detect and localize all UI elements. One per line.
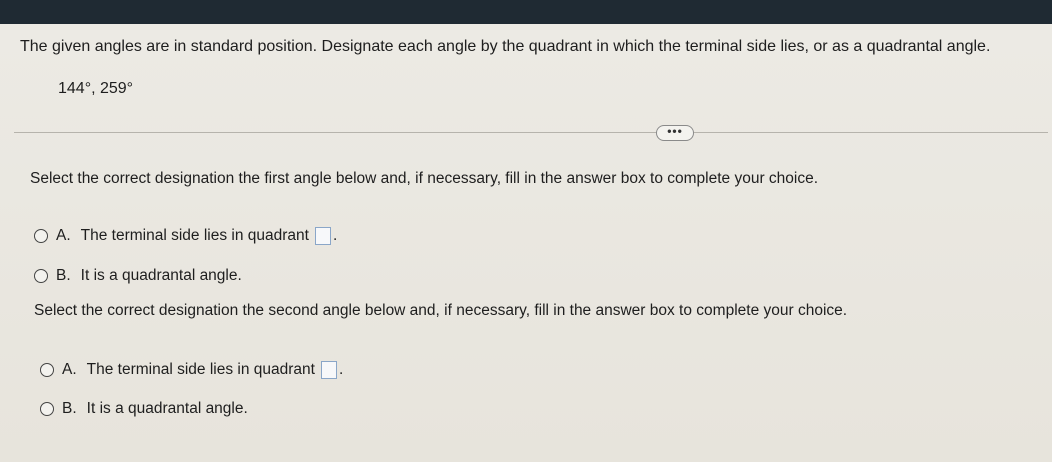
part2-option-a-radio[interactable] — [40, 363, 54, 377]
part2-option-b-radio[interactable] — [40, 402, 54, 416]
part1-option-a-letter: A. — [56, 227, 71, 244]
part1-instruction: Select the correct designation the first angle below and, if necessary, fill in the answer box to complete your choice. — [30, 170, 819, 187]
part2-quadrant-answer-box[interactable] — [321, 361, 337, 379]
part2-option-a-text: The terminal side lies in quadrant — [86, 361, 315, 378]
part1-option-b-text: It is a quadrantal angle. — [80, 267, 242, 284]
part2-option-b[interactable] — [40, 400, 248, 418]
part1-quadrant-answer-box[interactable] — [315, 227, 331, 245]
part2-option-a[interactable] — [40, 361, 343, 379]
part2-option-b-letter: B. — [62, 400, 77, 417]
question-page — [0, 24, 1052, 462]
part1-option-a-suffix: . — [332, 227, 338, 244]
top-bar — [0, 0, 1052, 24]
part2-instruction: Select the correct designation the second angle below and, if necessary, fill in the answer box to complete your choice. — [34, 302, 848, 319]
part2-option-b-text: It is a quadrantal angle. — [86, 400, 248, 417]
part1-option-b-radio[interactable] — [34, 269, 48, 283]
given-angles: 144°, 259° — [58, 80, 134, 97]
question-prompt: The given angles are in standard position. Designate each angle by the quadrant in which the terminal side lies, or as a quadrantal angle. — [20, 38, 991, 55]
part1-option-a[interactable] — [34, 227, 337, 245]
part1-option-a-radio[interactable] — [34, 229, 48, 243]
part1-option-a-text: The terminal side lies in quadrant — [80, 227, 309, 244]
part1-option-b-letter: B. — [56, 267, 71, 284]
part1-option-b[interactable] — [34, 267, 242, 285]
divider — [14, 132, 1048, 133]
more-button[interactable]: ••• — [656, 125, 694, 141]
part2-option-a-letter: A. — [62, 361, 77, 378]
part2-option-a-suffix: . — [338, 361, 344, 378]
